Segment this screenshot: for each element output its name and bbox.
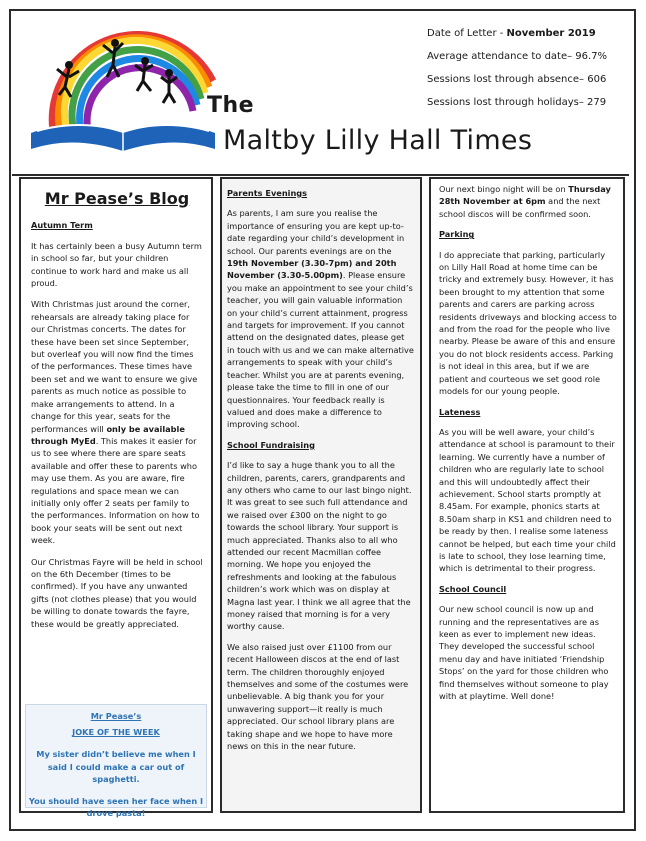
parking-heading: Parking <box>439 229 475 240</box>
text-span: and the next school discos will be confirmed soon. <box>439 196 601 219</box>
blog-title: Mr Pease’s Blog <box>44 189 190 208</box>
date-emphasis: 20th November (3.30-5.00pm) <box>227 258 397 281</box>
text-span: Our next bingo night will be on <box>439 184 569 194</box>
sessions-lost-absence: Sessions lost through absence– 606 <box>427 74 607 85</box>
bingo-paragraph <box>439 183 617 220</box>
myed-emphasis: only be available through MyEd <box>31 423 185 446</box>
masthead-the: The <box>207 93 255 118</box>
autumn-paragraph-1: It has certainly been a busy Autumn term in school so far, but your children continue to work hard and make us all proud. <box>31 240 202 289</box>
christmas-fayre-paragraph: Our Christmas Fayre will be held in school on the 6th December (times to be confirmed). If you have any unwanted gifts (not clothes please) that you would be willing to donate towards the fayre, these would be greatly appreciated. <box>31 556 203 629</box>
average-attendance: Average attendance to date– 96.7% <box>427 51 608 62</box>
date-label: Date of Letter - <box>427 28 507 39</box>
text-span: . Please ensure you make an appointment to see your child’s teacher, you will gain valuable information on your child’s current attainment, progress and targets for improvement. If you cannot attend on the designated dates, please get in touch with us and we can make alternative arrangements to speak with your child’s teacher. Whilst you are at parents evening, please take the time to fill in one of our questionnaires. Your feedback really is valued and does make a difference to improving school. <box>227 270 414 430</box>
column-parents-fundraising <box>220 177 422 813</box>
autumn-paragraph-2 <box>31 298 203 546</box>
joke-punchline: You should have seen her face when I drove pasta! <box>28 796 204 819</box>
lateness-heading: Lateness <box>439 406 481 417</box>
parents-evenings-heading: Parents Evenings <box>227 188 308 198</box>
joke-title-1: Mr Pease’s <box>90 711 142 721</box>
school-council-paragraph: Our new school council is now up and running and the representatives are as keen as ever to implement new ideas. They developed the successful school menu day and have initiated ‘Friendship Stops’ on the yard for those children who find themselves without someone to play with at playtime. Well done! <box>439 604 609 702</box>
fundraising-paragraph-2: We also raised just over £1100 from our recent Halloween discos at the end of last term. The children thoroughly enjoyed themselves and some of the costumes were unbelievable. A big thank you for your unwavering support—it really is much appreciated. Our school library plans are taking shape and we hope to have more news on this in the near future. <box>227 641 409 752</box>
fundraising-paragraph-1: I’d like to say a huge thank you to all the children, parents, carers, grandparents and any others who came to our last bingo night. It was great to see such full attendance and we raised over £300 on the night to go towards the school library. Your support is much appreciated. Thanks also to all who attended our recent Macmillan coffee morning. We hope you enjoyed the refreshments and looking at the fabulous children’s work which was on display at Magna last year. I think we all agree that the money raised that morning is for a very worthy cause. <box>227 460 412 632</box>
attendance-stats <box>427 27 607 119</box>
bingo-date-emphasis: Thursday 28th November at 6pm <box>439 184 611 207</box>
autumn-term-heading: Autumn Term <box>31 220 93 231</box>
lateness-paragraph: As you will be well aware, your child’s attendance at school is paramount to their learning. We currently have a number of children who are regularly late to school and this will undoubtedly affect their achievement. School starts promptly at 8.45am. For example, phonics starts at 8.50am sharp in KS1 and children need to be ready by then. I realise some lateness cannot be helped, but each time your child is late to school, they lose learning time, which is detrimental to their progress. <box>439 426 616 574</box>
school-fundraising-heading: School Fundraising <box>227 439 315 450</box>
parking-paragraph: I do appreciate that parking, particularly on Lilly Hall Road at home time can be tricky and extremely busy. However, it has been brought to my attention that some parents and carers are parking across residents driveways and blocking access to and from the road for the people who live nearby. Please be aware of this and ensure you do not block residents access. Parking is not ideal in this area, but if we are patient and courteous we set good role models for our young people. <box>439 249 617 397</box>
parents-evenings-paragraph <box>227 207 414 430</box>
date-value: November 2019 <box>506 28 596 39</box>
joke-setup: My sister didn’t believe me when I said I could make a car out of spaghetti. <box>36 749 196 784</box>
date-emphasis: 19th November (3.30-7pm) <box>227 258 353 269</box>
rainbow-book-logo <box>23 21 223 161</box>
text-span: With Christmas just around the corner, rehearsals are already taking place for our Christmas concerts. The dates for these have been set since September, but overleaf you will now find the times of the performances. These times have been set and we want to ensure we give parents as much notice as possible to make arrangements to attend. In a change for this year, seats for the performances will <box>31 299 198 434</box>
column-parking-lateness <box>429 177 625 813</box>
joke-title-2: JOKE OF THE WEEK <box>72 727 160 738</box>
text-span: As parents, I am sure you realise the importance of ensuring you are kept up-to-date regarding your child’s development in school. Our parents evenings are on the <box>227 208 405 256</box>
column-blog <box>19 177 213 819</box>
joke-of-the-week-box <box>25 704 207 819</box>
sessions-lost-holidays: Sessions lost through holidays– 279 <box>427 97 607 108</box>
header-divider <box>12 174 629 176</box>
text-span: . This makes it easier for us to see where there are spare seats available and offer these to parents who may use them. As you are aware, fire regulations and space mean we can initially only offer 2 seats per family to the performances. Information on how to book your seats will be sent out next week. <box>31 435 200 546</box>
newsletter-title: Maltby Lilly Hall Times <box>223 125 533 156</box>
letter-date <box>427 27 607 50</box>
school-council-heading: School Council <box>439 583 507 594</box>
text-span: and <box>352 258 376 269</box>
